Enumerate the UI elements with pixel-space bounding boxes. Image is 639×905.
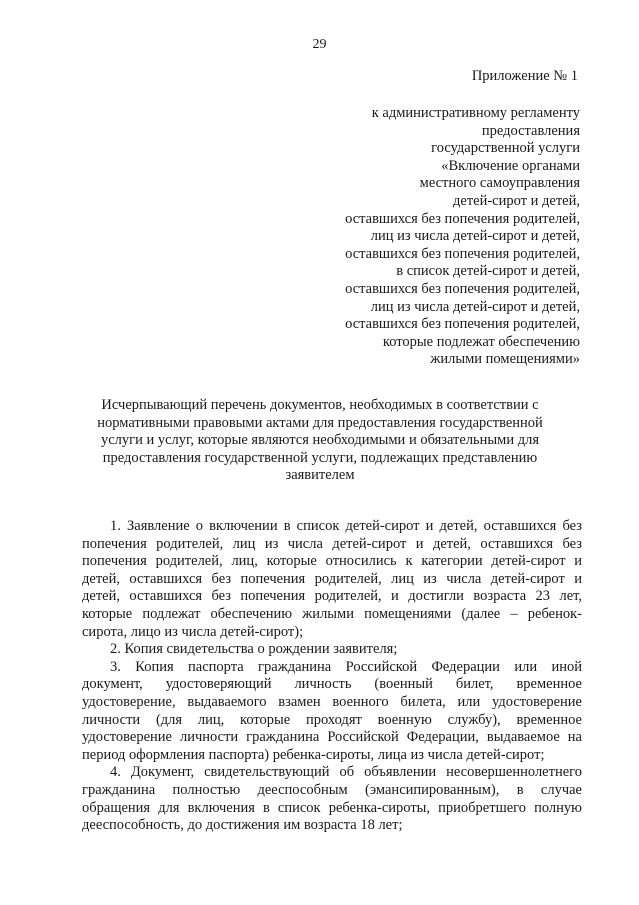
paragraph [82, 641, 582, 659]
paragraph-line: гражданина полностью дееспособным (эмансипированным), в случае [82, 781, 582, 798]
appendix-subtitle-line: оставшихся без попечения родителей, [345, 210, 580, 227]
appendix-subtitle-line: оставшихся без попечения родителей, [345, 280, 580, 297]
paragraph-line: попечения родителей, лиц, которые относились к категории детей-сирот и [82, 553, 582, 570]
page-number: 29 [312, 37, 327, 52]
paragraph-line: документ, удостоверяющий личность (военный билет, временное [82, 676, 582, 693]
heading-line: заявителем [285, 467, 355, 484]
appendix-subtitle-line: которые подлежат обеспечению [382, 333, 580, 350]
paragraph-line: период оформления паспорта) ребенка-сироты, лица из числа детей-сирот; [82, 746, 545, 763]
appendix-subtitle-line: лиц из числа детей-сирот и детей, [370, 228, 580, 245]
paragraph-line: которые подлежат обеспечению жилыми помещениями (далее – ребенок- [82, 605, 582, 622]
paragraph [82, 659, 582, 765]
appendix-subtitle-line: в список детей-сирот и детей, [396, 263, 580, 280]
appendix-subtitle-line: оставшихся без попечения родителей, [345, 316, 580, 333]
heading-line: нормативными правовыми актами для предоставления государственной [97, 414, 543, 431]
paragraph-line: 1. Заявление о включении в список детей-сирот и детей, оставшихся без [110, 518, 582, 534]
paragraph-line: детей, оставшихся без попечения родителей, и достигли возраста 23 лет, [82, 588, 582, 605]
appendix-subtitle-line: «Включение органами [441, 157, 580, 174]
appendix-subtitle [345, 105, 580, 369]
paragraph-line: 4. Документ, свидетельствующий об объявлении несовершеннолетнего [110, 764, 582, 781]
document-body [82, 518, 582, 835]
heading-line: предоставления государственной услуги, подлежащих представлению [102, 449, 538, 466]
paragraph-line: личности (для лиц, которые проходят военную службу), временное [82, 711, 582, 728]
appendix-subtitle-line: лиц из числа детей-сирот и детей, [370, 298, 580, 315]
heading-line: Исчерпывающий перечень документов, необходимых в соответствии с [101, 397, 539, 413]
document-heading [60, 397, 580, 485]
appendix-subtitle-line: государственной услуги [431, 140, 580, 157]
paragraph-line: сирота, лицо из числа детей-сирот); [82, 623, 304, 640]
paragraph-line: попечения родителей, лиц из числа детей-сирот и детей, оставшихся без [82, 535, 582, 552]
paragraph [82, 764, 582, 834]
paragraph-line: дееспособность, до достижения им возраста 18 лет; [82, 817, 403, 834]
appendix-subtitle-line: предоставления [481, 122, 580, 139]
paragraph-line: 2. Копия свидетельства о рождении заявителя; [110, 641, 398, 658]
paragraph-line: обращения для включения в список ребенка-сироты, приобретшего полную [82, 799, 582, 816]
appendix-subtitle-line: оставшихся без попечения родителей, [345, 245, 580, 262]
paragraph-line: удостоверение личности гражданина Российской Федерации, выдаваемое на [82, 729, 582, 746]
appendix-subtitle-line: детей-сирот и детей, [453, 192, 580, 209]
appendix-title: Приложение № 1 [471, 68, 578, 84]
paragraph-line: удостоверение, выдаваемого взамен военного билета, или удостоверение [82, 693, 582, 710]
paragraph [82, 518, 582, 641]
appendix-subtitle-line: жилыми помещениями» [430, 351, 580, 368]
heading-line: услуги и услуг, которые являются необходимыми и обязательными для [100, 432, 540, 449]
appendix-subtitle-line: к административному регламенту [371, 105, 580, 121]
appendix-subtitle-line: местного самоуправления [419, 175, 580, 192]
paragraph-line: 3. Копия паспорта гражданина Российской Федерации или иной [110, 658, 582, 675]
paragraph-line: детей, оставшихся без попечения родителей, лиц из числа детей-сирот и [82, 570, 582, 587]
